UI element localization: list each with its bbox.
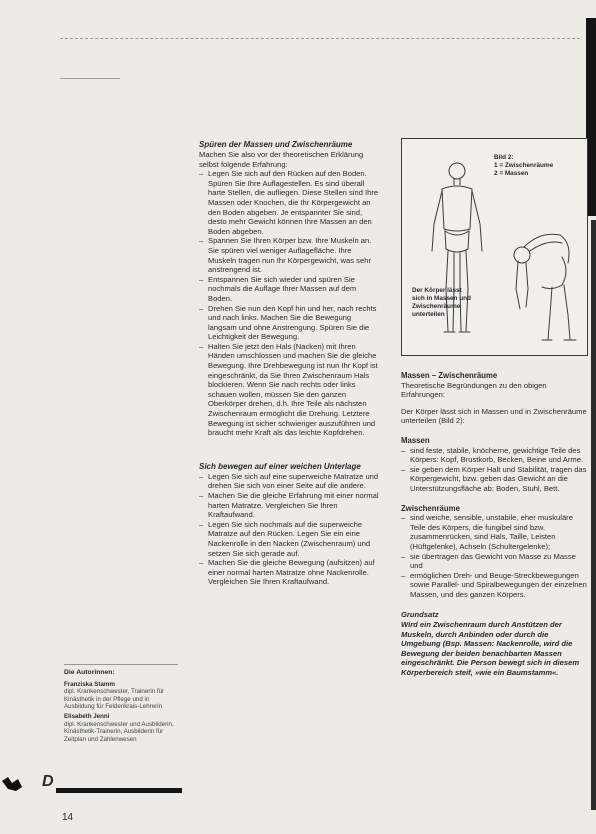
massen-item: – sind feste, stabile, knöcherne, gewichtige Teile des Körpers: Kopf, Brustkorb, Becken, Beine und Arme. [410,446,587,465]
exercise-item: – Machen Sie die gleiche Bewegung (aufsitzen) auf einer normal harten Matratze ohne Nackenrolle. Vergleichen Sie Ihren Kraftaufwand. [208,558,379,587]
authors-box [64,664,178,743]
middle-column [199,140,379,587]
authors-title: Die Autorinnen: [64,669,115,676]
exercise-item: – Legen Sie sich auf den Rücken auf den Boden. Spüren Sie Ihre Auflagestellen. Es sind überall harte Stellen, die aufliegen. Diese Stellen sind Ihre Massen oder Knochen, die Ihr Körpergewicht an den Boden abgeben. Je entspannter Sie sind, desto mehr Gewicht können Ihre Massen an den Boden abgeben. [208,169,379,236]
section-heading-massen: Massen – Zwischenräume [401,371,498,380]
principle-box [401,610,587,677]
author-name: Elisabeth Jenni [64,712,110,720]
exercise-item: – Legen Sie sich nochmals auf die superweiche Matratze auf den Rücken. Legen Sie ein eine Nackenrolle in den Nacken (Zwischenraum) und setzen Sie sich gerade auf. [208,520,379,558]
figure-label: Bild 2: 1 = Zwischenräume 2 = Massen [494,154,554,177]
section-heading-spueren: Spüren der Massen und Zwischenräume [199,140,353,149]
theory-intro-2: Der Körper lässt sich in Massen und in Zwischenräume unterteilen (Bild 2): [401,406,587,426]
intro-text: Machen Sie also vor der theoretischen Erklärung selbst folgende Erfahrung: [199,150,364,169]
page-edge-shadow [591,220,596,810]
author-name: Franziska Stamm [64,680,115,688]
section-heading-unterlage: Sich bewegen auf einer weichen Unterlage [199,461,361,471]
zwischenraeume-title: Zwischenräume [401,503,460,513]
zwischenraeume-list [401,513,587,599]
exercise-item: – Drehen Sie nun den Kopf hin und her, nach rechts und nach links. Machen Sie die Bewegung langsam und ohne Anstrengung. Spüren Sie die Leichtigkeit der Bewegung. [208,304,379,342]
figure-body-masses [401,138,588,356]
author-bio: dipl. Krankenschwester, Trainerin für Kinästhetik in der Pflege und in Ausbildung für Feldenkrais-Lehrerin [64,688,165,711]
page-number: 14 [62,812,74,823]
exercise-item: – Legen Sie sich auf eine superweiche Matratze und drehen Sie sich von einer Seite auf die andere. [208,472,379,491]
figure-caption: Der Körper lässt sich in Massen und Zwischenräume unterteilen [412,287,471,318]
zwischenraeume-item: – sind weiche, sensible, unstabile, eher muskuläre Teile des Körpers, die fungibel sind bzw. zusammenrücken, sind Hals, Taille, Leisten (Hüftgelenke), Achseln (Schultergelenke); [410,513,587,551]
exercise-list-2 [199,472,379,587]
massen-title: Massen [401,435,430,445]
theory-intro: Theoretische Begründungen zu den obigen Erfahrungen: [401,380,547,400]
top-dashed-rule [60,38,580,39]
massen-item: – sie geben dem Körper Halt und Stabilität, tragen das Körpergewicht, bzw. geben das Gewicht an die Unterstützungsfläche ab: Boden, Stuhl, Bett. [410,465,587,494]
exercise-item: – Entspannen Sie sich wieder und spüren Sie nochmals die Auflage Ihrer Massen auf dem Boden. [208,275,379,304]
zwischenraeume-item: – ermöglichen Dreh- und Beuge-Streckbewegungen sowie Parallel- und Spiralbewegungen der einzelnen Massen, und des ganzen Körpers. [410,571,587,600]
exercise-item: – Machen Sie die gleiche Erfahrung mit einer normal harten Matratze. Vergleichen Sie Ihren Kraftaufwand. [208,491,379,520]
exercise-item: – Spannen Sie Ihren Körper bzw. Ihre Muskeln an. Sie spüren viel weniger Auflagefläche. Ihre Muskeln tragen nun Ihr Körpergewicht, was sehr anstrengend ist. [208,236,379,274]
principle-text: Wird ein Zwischenraum durch Anstützen der Muskeln, durch Anbinden oder durch die Umgebung (Bsp. Massen: Nackenrolle, wird die Bewegung der beiden benachbarten Massen eingeschränkt. Die Person bewegt sich in diesem Körperbereich steif, »wie ein Baumstamm«. [401,620,580,678]
exercise-item: – Halten Sie jetzt den Hals (Nacken) mit Ihren Händen umschlossen und machen Sie die gleiche Bewegung. Ihre Drehbewegung ist nun Ihr Kopf ist eingeschränkt, da Sie Ihren Zwischenraum Hals blockieren. Wenn Sie nach rechts oder links schauen wollen, müssen Sie den ganzen Oberkörper drehen, d.h. Ihre Teile als nächsten Zwischenraum ermöglicht die Drehung. Letztere Bewegung ist sicher schwieriger auszuführen und braucht mehr Kraft als das leichte Kopfdrehen. [208,342,379,438]
section-bar [56,788,182,793]
author-bio: dipl. Krankenschwester und Ausbilderin, Kinästhetik-Trainerin, Ausbilderin für Zeitplan und Zahlenwesen [64,720,174,743]
section-letter: D [42,773,54,790]
principle-title: Grundsatz [401,610,439,620]
exercise-list-1 [199,169,379,438]
sidebar-rule [60,78,120,79]
massen-list [401,446,587,494]
zwischenraeume-item: – sie übertragen das Gewicht von Masse zu Masse und [410,552,587,571]
right-column [401,368,587,678]
